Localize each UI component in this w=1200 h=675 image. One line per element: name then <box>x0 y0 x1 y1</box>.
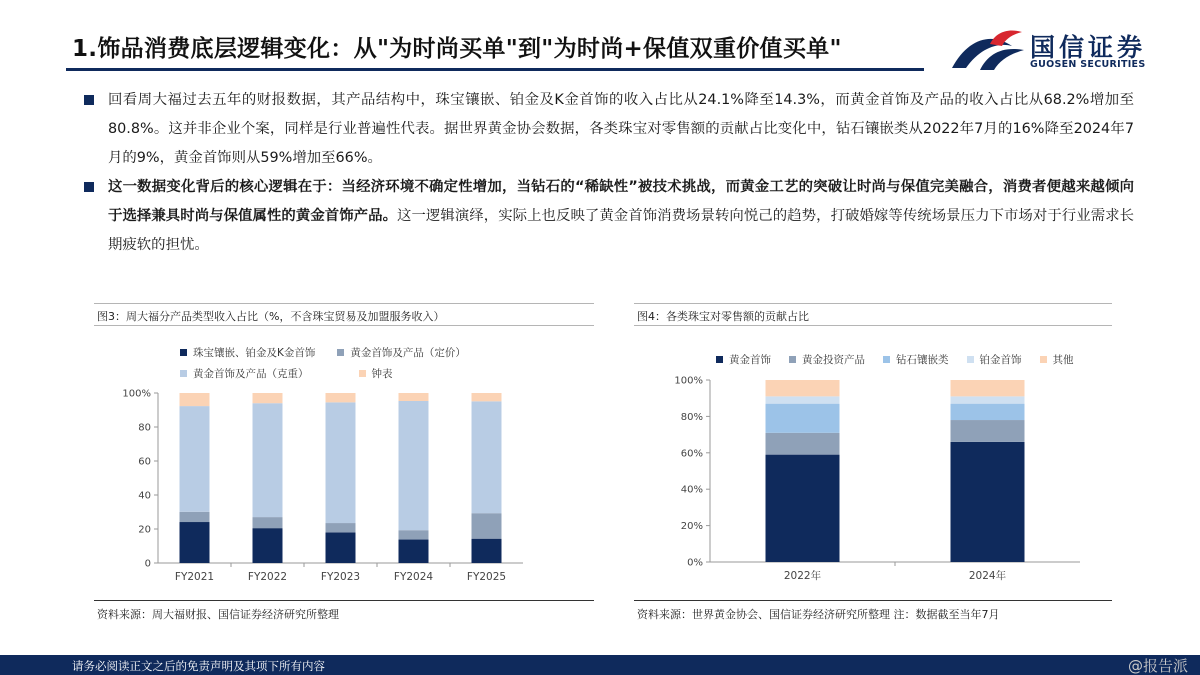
y-tick-label: 80 <box>138 422 151 434</box>
figure4-chart <box>660 372 1090 587</box>
bar-segment <box>766 404 840 433</box>
legend-label: 黄金投资产品 <box>802 354 865 366</box>
bar-segment <box>180 512 210 522</box>
legend-item <box>337 345 466 360</box>
x-tick-label: FY2024 <box>393 571 434 583</box>
figure4-source-rule <box>634 600 1112 601</box>
bar-segment <box>253 393 283 403</box>
bar-segment <box>766 433 840 455</box>
logo-name-en: GUOSEN SECURITIES <box>1030 59 1146 70</box>
paragraph-2-bold-text: 这一数据变化背后的核心逻辑在于：当经济环境不确定性增加，当钻石的“稀缺性”被技术挑战，而黄金工艺的突破让时尚与保值完美融合，消费者便越来越倾向于选择兼具时尚与保值属性的黄金首饰产品。 <box>108 179 1134 224</box>
figure3-caption: 图3：周大福分产品类型收入占比（%，不含珠宝贸易及加盟服务收入） <box>97 310 445 323</box>
legend-item <box>359 366 393 381</box>
y-tick-label: 20 <box>138 524 151 536</box>
figure4-source: 资料来源：世界黄金协会、国信证券经济研究所整理 注：数据截至当年7月 <box>637 608 1000 621</box>
figure3-chart <box>120 385 540 585</box>
x-tick-label: 2022年 <box>783 570 822 582</box>
paragraph-1-text: 回看周大福过去五年的财报数据，其产品结构中，珠宝镶嵌、铂金及K金首饰的收入占比从24.1%降至14.3%，而黄金首饰及产品的收入占比从68.2%增加至80.8%。这并非企业个案，同样是行业普遍性代表。据世界黄金协会数据，各类珠宝对零售额的贡献占比变化中，钻石镶嵌类从2022年7月的16%降至2024年7月的9%，黄金首饰则从59%增加至66%。 <box>108 92 1134 166</box>
slide-title: 1.饰品消费底层逻辑变化：从"为时尚买单"到"为时尚+保值双重价值买单" <box>72 36 842 62</box>
legend-swatch <box>180 370 187 377</box>
bar-segment <box>472 513 502 539</box>
square-bullet-icon <box>84 182 94 192</box>
y-tick-label: 100% <box>122 388 151 400</box>
y-tick-label: 60% <box>680 448 703 460</box>
x-tick-label: FY2023 <box>320 571 361 583</box>
figure4-legend <box>716 352 1074 367</box>
legend-label: 黄金首饰及产品（定价） <box>350 347 466 359</box>
body-text <box>84 86 1134 260</box>
legend-item <box>883 352 949 367</box>
paragraph-2-text: 这一逻辑演绎，实际上也反映了黄金首饰消费场景转向悦己的趋势，打破婚嫁等传统场景压力下市场对于行业需求长期疲软的担忧。 <box>108 208 1134 253</box>
paragraph-2 <box>84 173 1134 260</box>
figure4-caption-rule <box>634 325 1112 326</box>
x-tick-label: FY2022 <box>247 571 288 583</box>
bar-segment <box>766 380 840 396</box>
legend-item <box>180 366 309 381</box>
bar-segment <box>472 393 502 401</box>
logo-name-cn: 国信证券 <box>1030 33 1147 62</box>
bar-segment <box>951 442 1025 562</box>
bar-segment <box>399 540 429 563</box>
legend-swatch <box>789 356 796 363</box>
bar-segment <box>951 420 1025 442</box>
company-logo <box>950 24 1150 74</box>
legend-swatch <box>883 356 890 363</box>
paragraph-1 <box>84 86 1134 173</box>
watermark: @报告派 <box>1127 657 1188 675</box>
y-tick-label: 20% <box>680 521 703 533</box>
bar-segment <box>180 522 210 563</box>
figure3-caption-rule <box>94 325 594 326</box>
legend-swatch <box>180 349 187 356</box>
bar-segment <box>326 523 356 532</box>
legend-label: 黄金首饰及产品（克重） <box>193 368 309 380</box>
x-tick-label: FY2025 <box>466 571 507 583</box>
bar-segment <box>326 402 356 523</box>
x-tick-label: FY2021 <box>174 571 215 583</box>
bar-segment <box>472 539 502 563</box>
legend-label: 其他 <box>1052 354 1074 366</box>
bar-segment <box>472 401 502 513</box>
bar-segment <box>951 380 1025 396</box>
y-tick-label: 80% <box>680 411 703 423</box>
y-tick-label: 40% <box>680 484 703 496</box>
bar-segment <box>766 396 840 403</box>
y-tick-label: 60 <box>138 456 151 468</box>
logo-emblem-icon <box>950 24 1028 74</box>
legend-swatch <box>1040 356 1047 363</box>
legend-item <box>1040 352 1074 367</box>
legend-swatch <box>716 356 723 363</box>
y-tick-label: 0% <box>687 557 703 569</box>
bar-segment <box>399 530 429 539</box>
bar-segment <box>951 404 1025 420</box>
y-tick-label: 40 <box>138 490 151 502</box>
legend-swatch <box>337 349 344 356</box>
y-tick-label: 0 <box>144 558 151 570</box>
figure3-source: 资料来源：周大福财报、国信证券经济研究所整理 <box>97 608 339 621</box>
bar-segment <box>399 401 429 530</box>
figure4-top-rule <box>634 303 1112 304</box>
y-tick-label: 100% <box>674 375 703 387</box>
legend-swatch <box>967 356 974 363</box>
footer-bar <box>0 655 1200 675</box>
bar-segment <box>180 393 210 406</box>
bar-segment <box>326 393 356 402</box>
bar-segment <box>326 532 356 563</box>
legend-item <box>716 352 771 367</box>
bar-segment <box>180 406 210 512</box>
legend-item <box>967 352 1022 367</box>
bar-segment <box>951 396 1025 403</box>
bar-segment <box>399 393 429 401</box>
legend-item <box>180 345 315 360</box>
figure3-legend <box>180 345 466 381</box>
legend-label: 钻石镶嵌类 <box>896 354 949 366</box>
legend-label: 珠宝镶嵌、铂金及K金首饰 <box>193 347 316 359</box>
x-tick-label: 2024年 <box>968 570 1007 582</box>
legend-label: 钟表 <box>371 368 393 380</box>
bar-segment <box>253 528 283 563</box>
bar-segment <box>253 403 283 517</box>
legend-label: 铂金首饰 <box>979 354 1022 366</box>
bar-segment <box>766 455 840 562</box>
footer-disclaimer: 请务必阅读正文之后的免责声明及其项下所有内容 <box>72 659 325 673</box>
figure3-source-rule <box>94 600 594 601</box>
title-underline <box>66 68 924 71</box>
figure3-top-rule <box>94 303 594 304</box>
legend-swatch <box>359 370 366 377</box>
legend-label: 黄金首饰 <box>729 354 771 366</box>
legend-item <box>789 352 865 367</box>
figure4-caption: 图4：各类珠宝对零售额的贡献占比 <box>637 310 809 323</box>
bar-segment <box>253 517 283 528</box>
square-bullet-icon <box>84 95 94 105</box>
